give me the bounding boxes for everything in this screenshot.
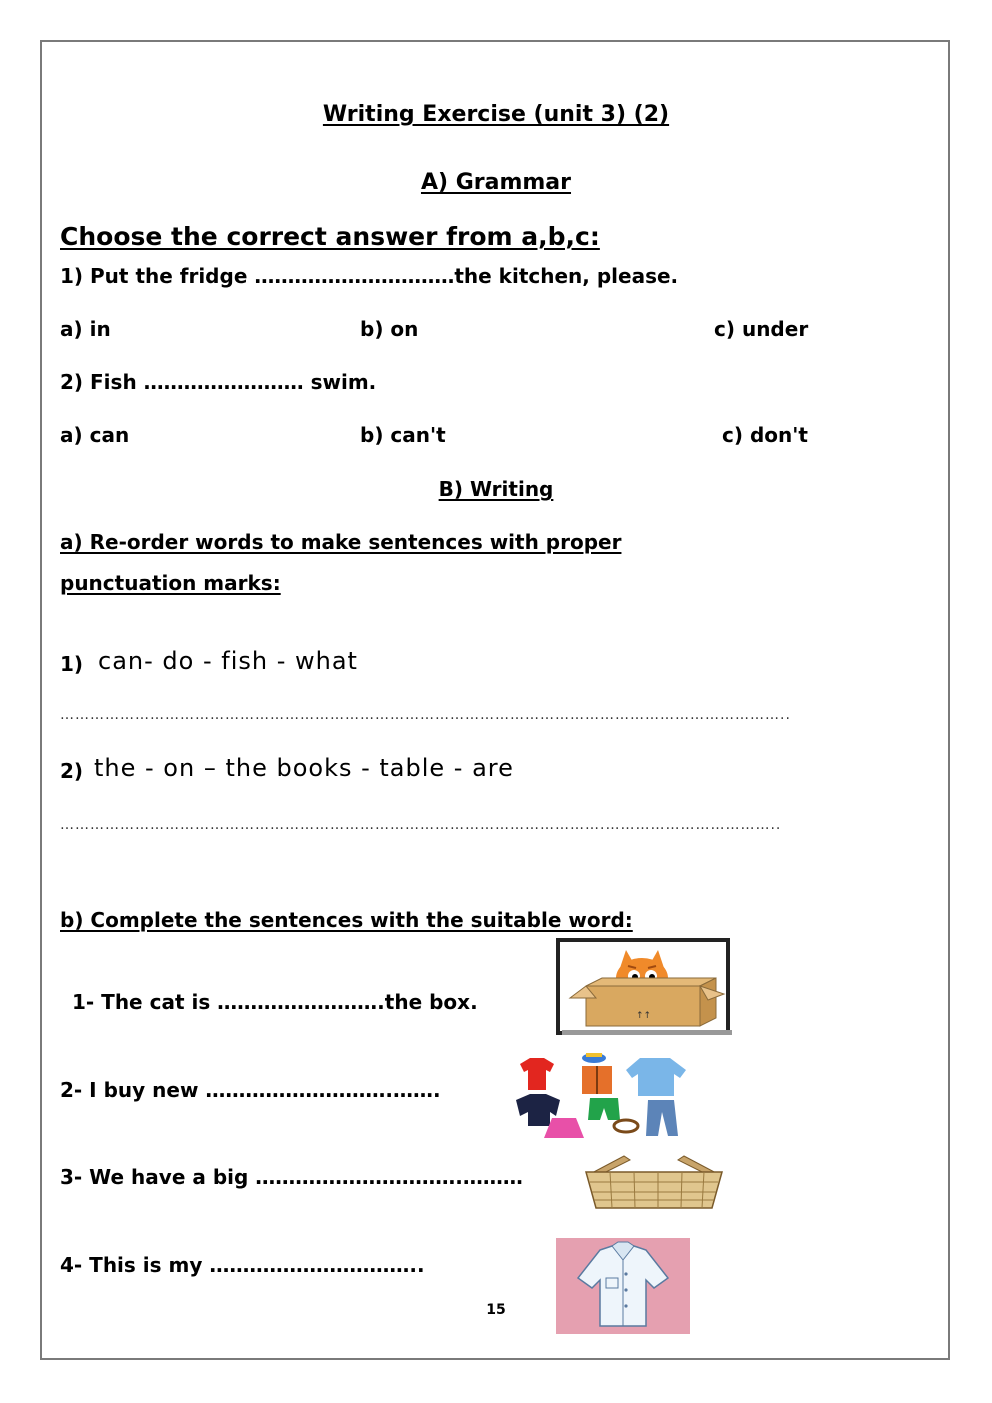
question-2: 2) Fish …………………… swim. [60, 370, 377, 394]
grammar-heading: A) Grammar [420, 170, 572, 195]
shirt-image [556, 1238, 690, 1334]
cat-in-box-image [556, 938, 732, 1036]
q2-option-a[interactable]: a) can [60, 423, 130, 447]
question-1: 1) Put the fridge …………………………the kitchen, please. [60, 264, 679, 288]
svg-text:↑↑: ↑↑ [636, 1011, 652, 1021]
reorder-item-2-number: 2) [60, 759, 84, 783]
basket-image [580, 1150, 728, 1212]
reorder-item-1-number: 1) [60, 652, 84, 676]
complete-item-3: 3- We have a big ………………………….……… [60, 1165, 523, 1189]
q2-option-b[interactable]: b) can't [360, 423, 446, 447]
complete-instruction: b) Complete the sentences with the suitable word: [60, 908, 633, 932]
reorder-instruction-line2: punctuation marks: [60, 571, 281, 595]
reorder-item-2-answer-line[interactable]: ……………………………………………………………………………………………….…………………………….. [60, 817, 782, 833]
complete-item-4: 4- This is my ………………………….. [60, 1253, 425, 1277]
reorder-item-1-answer-line[interactable]: ……………………………………………………………………………………………………………………………….. [60, 707, 791, 723]
reorder-item-1-words: can- do - fish - what [98, 647, 358, 675]
clothes-image [510, 1050, 700, 1140]
worksheet-title: Writing Exercise (unit 3) (2) [322, 102, 670, 127]
reorder-instruction-line1: a) Re-order words to make sentences with proper [60, 530, 622, 554]
complete-item-2: 2- I buy new ……………………….……. [60, 1078, 441, 1102]
q1-option-a[interactable]: a) in [60, 317, 111, 341]
page-number: 15 [486, 1302, 506, 1318]
q1-option-c[interactable]: c) under [714, 317, 809, 341]
q2-option-c[interactable]: c) don't [722, 423, 808, 447]
grammar-instruction: Choose the correct answer from a,b,c: [60, 222, 600, 251]
reorder-item-2-words: the - on – the books - table - are [94, 754, 514, 782]
q1-option-b[interactable]: b) on [360, 317, 419, 341]
writing-heading: B) Writing [438, 477, 554, 501]
complete-item-1: 1- The cat is …………………….the box. [72, 990, 478, 1014]
